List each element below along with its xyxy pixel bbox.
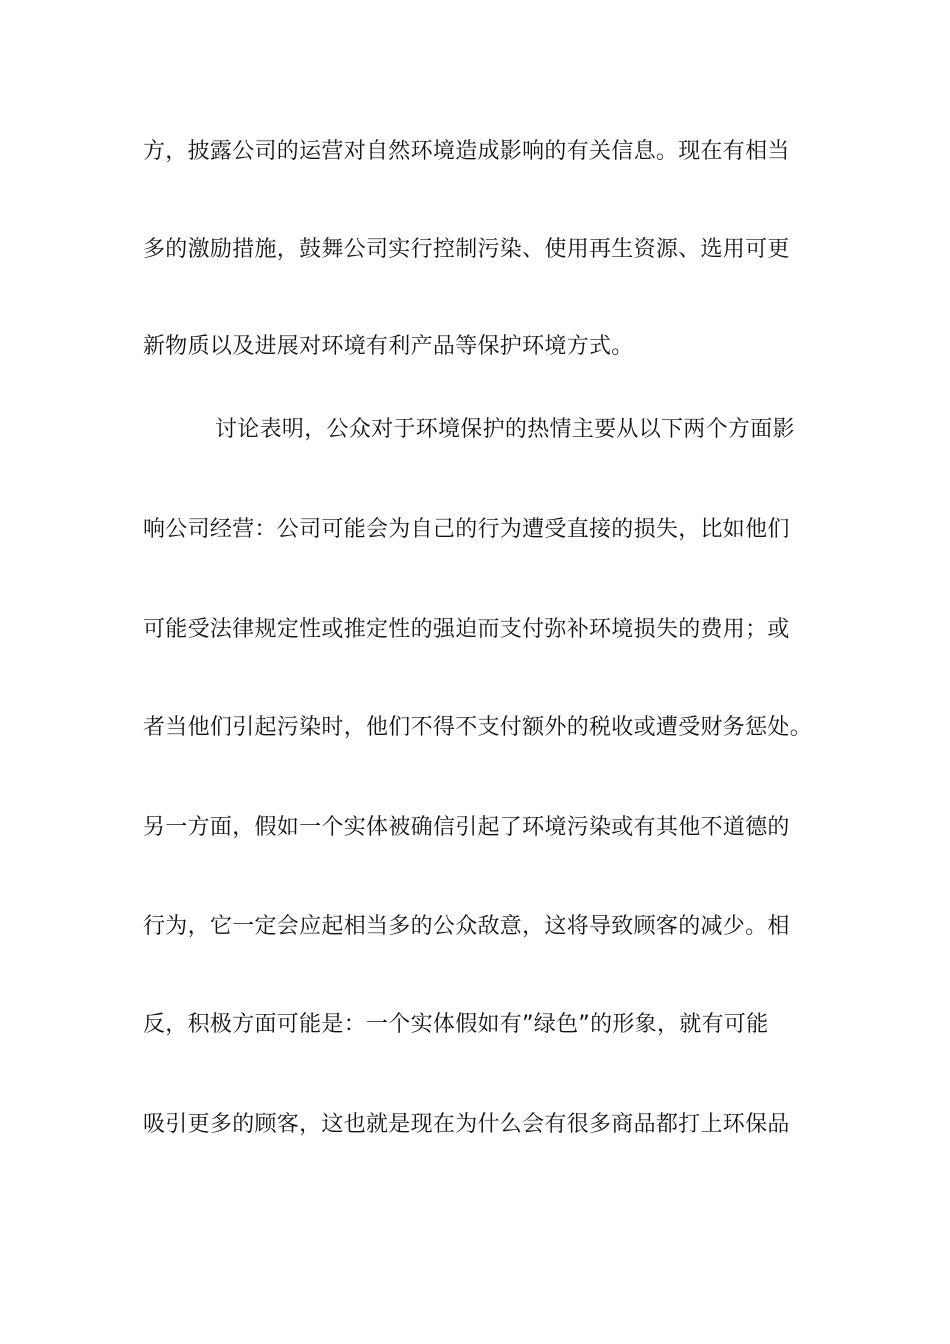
text-line: 行为，它一定会应起相当多的公众敌意，这将导致顾客的减少。相 [143, 914, 790, 939]
text-line: 吸引更多的顾客，这也就是现在为什么会有很多商品都打上环保品 [143, 1112, 790, 1137]
text-line: 者当他们引起污染时，他们不得不支付额外的税收或遭受财务惩处。 [143, 715, 813, 740]
text-line: 方，披露公司的运营对自然环境造成影响的有关信息。现在有相当 [143, 139, 790, 164]
text-line: 新物质以及进展对环境有利产品等保护环境方式。 [143, 334, 634, 359]
text-line: 可能受法律规定性或推定性的强迫而支付弥补环境损失的费用；或 [143, 617, 790, 642]
text-line: 响公司经营：公司可能会为自己的行为遭受直接的损失，比如他们 [143, 517, 790, 542]
text-line: 多的激励措施，鼓舞公司实行控制污染、使用再生资源、选用可更 [143, 237, 790, 262]
text-line: 反，积极方面可能是：一个实体假如有”绿色”的形象，就有可能 [143, 1012, 769, 1037]
text-line: 另一方面，假如一个实体被确信引起了环境污染或有其他不道德的 [143, 815, 790, 840]
paragraph-start-line: 讨论表明，公众对于环境保护的热情主要从以下两个方面影 [215, 417, 795, 442]
